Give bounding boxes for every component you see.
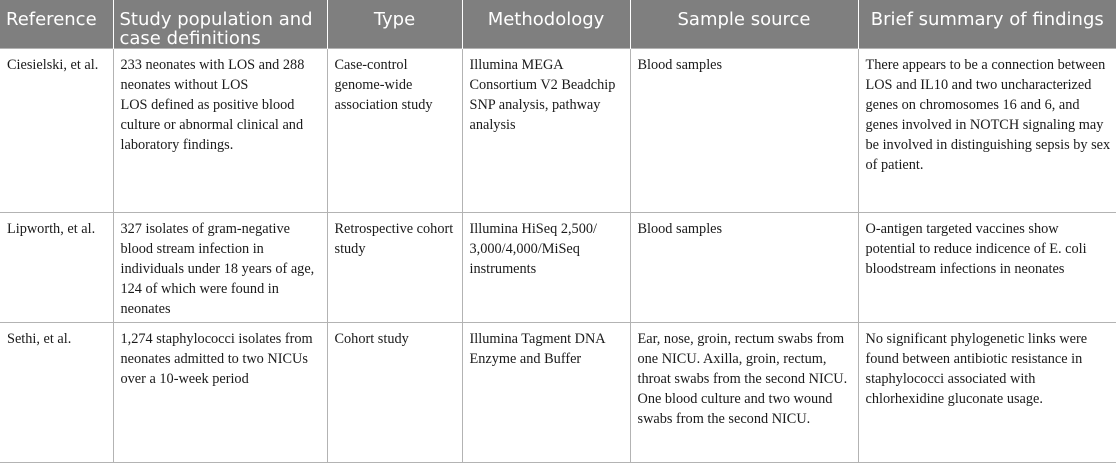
cell-population xyxy=(113,49,327,213)
header-methodology: Methodology xyxy=(462,0,630,49)
case-definition-text: LOS defined as positive blood culture or abnormal clinical and laboratory findings. xyxy=(120,97,304,153)
table-row xyxy=(0,213,1116,323)
cell-sample-source: Blood samples xyxy=(630,49,858,213)
table-row xyxy=(0,323,1116,463)
cell-reference: Sethi, et al. xyxy=(0,323,113,463)
header-reference: Reference xyxy=(0,0,113,49)
methodology-text: Illumina MEGA Consortium V2 Beadchip xyxy=(469,57,616,93)
header-type: Type xyxy=(327,0,462,49)
cell-reference: Lipworth, et al. xyxy=(0,213,113,323)
cell-findings: No significant phylogenetic links were found between antibiotic resistance in staphylococci associated with chlorhexidine gluconate usage. xyxy=(858,323,1116,463)
cell-population: 327 isolates of gram-negative blood stream infection in individuals under 18 years of age, 124 of which were found in neonates xyxy=(113,213,327,323)
cell-sample-source: Blood samples xyxy=(630,213,858,323)
header-findings: Brief summary of findings xyxy=(858,0,1116,49)
cell-reference: Ciesielski, et al. xyxy=(0,49,113,213)
header-population: Study population and case definitions xyxy=(113,0,327,49)
cell-findings: O-antigen targeted vaccines show potential to reduce indicence of E. coli bloodstream infections in neonates xyxy=(858,213,1116,323)
cell-type: Case-control genome-wide association study xyxy=(327,49,462,213)
cell-findings: There appears to be a connection between LOS and IL10 and two uncharacterized genes on chromosomes 16 and 6, and genes involved in NOTCH signaling may be involved in distinguishing sepsis by sex of patient. xyxy=(858,49,1116,213)
cell-type: Cohort study xyxy=(327,323,462,463)
cell-sample-source: Ear, nose, groin, rectum swabs from one NICU. Axilla, groin, rectum, throat swabs from the second NICU. One blood culture and two wound swabs from the second NICU. xyxy=(630,323,858,463)
cell-methodology: Illumina HiSeq 2,500/ 3,000/4,000/MiSeq instruments xyxy=(462,213,630,323)
header-row xyxy=(0,0,1116,49)
cell-methodology: Illumina Tagment DNA Enzyme and Buffer xyxy=(462,323,630,463)
cell-type: Retrospective cohort study xyxy=(327,213,462,323)
population-text: 233 neonates with LOS and 288 neonates without LOS xyxy=(120,57,305,93)
header-sample-source: Sample source xyxy=(630,0,858,49)
table-row xyxy=(0,49,1116,213)
cell-population: 1,274 staphylococci isolates from neonates admitted to two NICUs over a 10-week period xyxy=(113,323,327,463)
cell-methodology xyxy=(462,49,630,213)
methodology-analysis-text: SNP analysis, pathway analysis xyxy=(469,97,601,133)
